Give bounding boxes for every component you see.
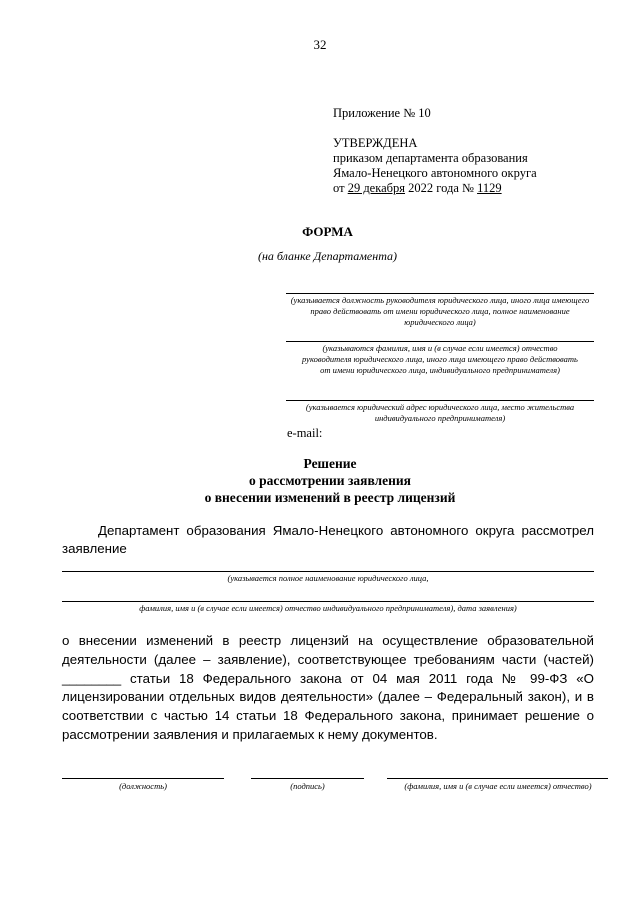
order-date-line — [333, 181, 502, 197]
decision-title-3: о внесении изменений в реестр лицензий — [204, 490, 456, 505]
body-paragraph: о внесении изменений в реестр лицензий на осуществление образовательной деятельности (далее – заявление), соответствующее требованиям части (частей) ________ статьи 18 Федерального закона от 04 мая 2011 года № 99-ФЗ «О лицензировании отдельных видов деятельности» (далее – Федеральный закон), и в соответствии с частью 14 статьи 18 Федерального закона, принимает решение о рассмотрении заявления и прилагаемых к нему документов. — [62, 633, 594, 742]
form-subtitle: (на бланке Департамента) — [257, 249, 398, 263]
decision-title-2: о рассмотрении заявления — [249, 473, 411, 488]
applicant-hint-1: (указывается полное наименование юридического лица, — [227, 573, 429, 583]
name-hint: (фамилия, имя и (в случае если имеется) отчество) — [404, 781, 592, 791]
email-label: e-mail: — [287, 426, 323, 440]
date-year: 2022 года № — [405, 181, 478, 195]
signature-name-line — [387, 778, 608, 779]
order-date: 29 декабря — [347, 181, 406, 195]
applicant-line-1 — [62, 571, 594, 572]
applicant-line-2 — [62, 601, 594, 602]
signature-sign-line — [251, 778, 364, 779]
addressee-name-hint: (указываются фамилия, имя и (в случае если имеется) отчество руководителя юридического лица, иного лица имеющего право действовать от имени юридического лица, индивидуального предпринимателя) — [302, 343, 578, 375]
appendix-label: Приложение № 10 — [333, 106, 431, 120]
decision-title-1: Решение — [303, 456, 357, 471]
approved-label: УТВЕРЖДЕНА — [333, 136, 418, 150]
signature-position-line — [62, 778, 224, 779]
addressee-address-line — [286, 400, 594, 401]
intro-paragraph: Департамент образования Ямало-Ненецкого автономного округа рассмотрел заявление — [62, 523, 594, 556]
page-number: 32 — [313, 37, 327, 52]
position-hint: (должность) — [119, 781, 167, 791]
order-line-2: Ямало-Ненецкого автономного округа — [333, 166, 537, 180]
order-number: 1129 — [477, 181, 502, 195]
addressee-position-hint: (указывается должность руководителя юридического лица, иного лица имеющего право действовать от имени юридического лица, полное наименование юридического лица) — [290, 295, 590, 327]
applicant-hint-2: фамилия, имя и (в случае если имеется) отчество индивидуального предпринимателя), дата заявления) — [139, 603, 517, 613]
signature-hint: (подпись) — [290, 781, 325, 791]
date-prefix: от — [333, 181, 348, 195]
addressee-position-line — [286, 293, 594, 294]
addressee-address-hint: (указывается юридический адрес юридического лица, место жительства индивидуального предпринимателя) — [305, 402, 575, 423]
order-line-1: приказом департамента образования — [333, 151, 528, 165]
form-title: ФОРМА — [302, 224, 353, 239]
addressee-name-line — [286, 341, 594, 342]
